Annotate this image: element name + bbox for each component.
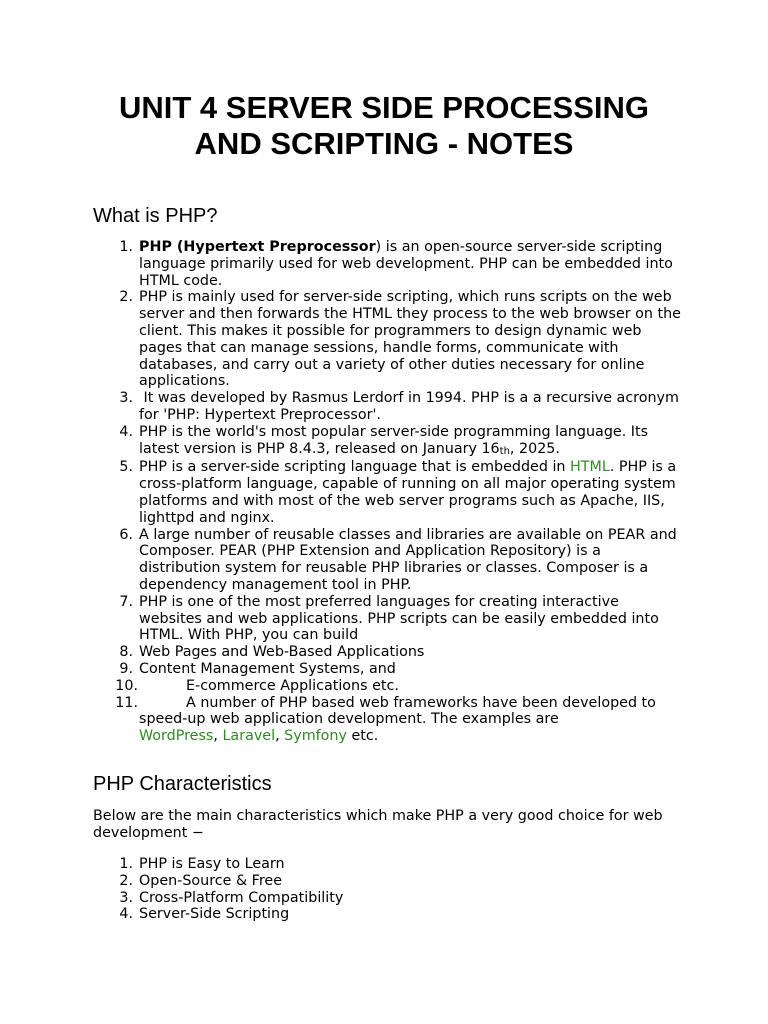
list-number: 4. [119,906,133,923]
list-item [93,890,683,907]
ordinal-suffix: th [499,445,510,457]
list-text: Content Management Systems, and [139,660,396,677]
list-text: PHP is a server-side scripting language that is embedded in [139,459,571,476]
list-text: Cross-Platform Compatibility [139,889,344,906]
list-number: 8. [119,644,133,661]
list-text: PHP is the world's most popular server-side programming language. Its latest version is PHP 8.4.3, released on January 16 [139,423,649,457]
list-number: 9. [119,660,133,677]
page-title [60,90,708,162]
list-text: PHP is mainly used for server-side scripting, which runs scripts on the web server and then forwards the HTML they process to the web browser on the client. This makes it possible for programmers to design dynamic web pages that can manage sessions, handle forms, communicate with databases, and carry out a variety of other duties necessary for online applications. [139,289,681,390]
list-item [93,239,683,289]
list-text: A large number of reusable classes and libraries are available on PEAR and Composer. PEAR (PHP Extension and Application Repository) is a distribution system for reusable PHP libraries or classes. Composer is a dependency management tool in PHP. [139,526,677,593]
list-item [93,424,683,460]
list-number: 10. [115,677,138,694]
what-is-php-list [93,239,683,745]
section-heading-php-characteristics: PHP Characteristics [93,773,272,795]
list-item [93,873,683,890]
separator: , [213,728,223,745]
list-item [93,594,683,644]
title-line-1: UNIT 4 SERVER SIDE PROCESSING [119,90,649,125]
list-item [93,856,683,873]
list-text: A number of PHP based web frameworks have been developed to speed-up web application development. The examples are [139,694,661,728]
list-text: It was developed by Rasmus Lerdorf in 1994. PHP is a a recursive acronym for 'PHP: Hypertext Preprocessor'. [139,390,684,423]
list-number: 5. [119,459,133,476]
characteristics-intro: Below are the main characteristics which make PHP a very good choice for web development − [93,808,663,841]
list-number: 3. [119,889,133,906]
list-number: 1. [119,856,133,872]
list-item [93,661,683,678]
list-text: Web Pages and Web-Based Applications [139,644,425,661]
list-item [93,695,683,745]
characteristics-list [93,856,683,923]
list-number: 4. [119,423,133,440]
separator: , [275,728,285,745]
laravel-link[interactable]: Laravel [222,728,276,745]
list-item [93,678,683,695]
list-item [93,644,683,661]
list-text: Server-Side Scripting [139,906,290,923]
list-number: 11. [115,694,138,711]
list-item [93,289,683,390]
list-text: etc. [346,728,379,745]
list-number: 1. [119,239,133,255]
list-text: E-commerce Applications etc. [186,677,399,694]
section-heading-what-is-php: What is PHP? [93,205,218,227]
list-number: 2. [119,872,133,889]
list-number: 2. [119,289,133,306]
list-text: Open-Source & Free [139,872,283,889]
list-text: PHP is one of the most preferred languages for creating interactive websites and web applications. PHP scripts can be easily embedded into HTML. With PHP, you can build [139,593,659,644]
html-link[interactable]: HTML [570,459,610,476]
title-line-2: AND SCRIPTING - NOTES [194,126,574,161]
wordpress-link[interactable]: WordPress [139,728,214,745]
list-item [93,390,683,424]
list-text: ) is an open-source server-side scripting language primarily used for web development. PHP can be embedded into HTML code. [139,239,673,289]
symfony-link[interactable]: Symfony [284,728,347,745]
list-text: , 2025. [509,440,560,457]
list-number: 3. [119,390,133,407]
list-text: PHP is Easy to Learn [139,856,285,872]
list-item [93,906,683,923]
list-item [93,459,683,526]
bold-term: PHP (Hypertext Preprocessor [139,239,376,255]
list-text: . PHP is a cross-platform language, capable of running on all major operating system platforms and with most of the web server programs such as Apache, IIS, lighttpd and nginx. [139,459,677,526]
list-number: 6. [119,526,133,543]
list-item [93,527,683,594]
list-number: 7. [119,593,133,610]
